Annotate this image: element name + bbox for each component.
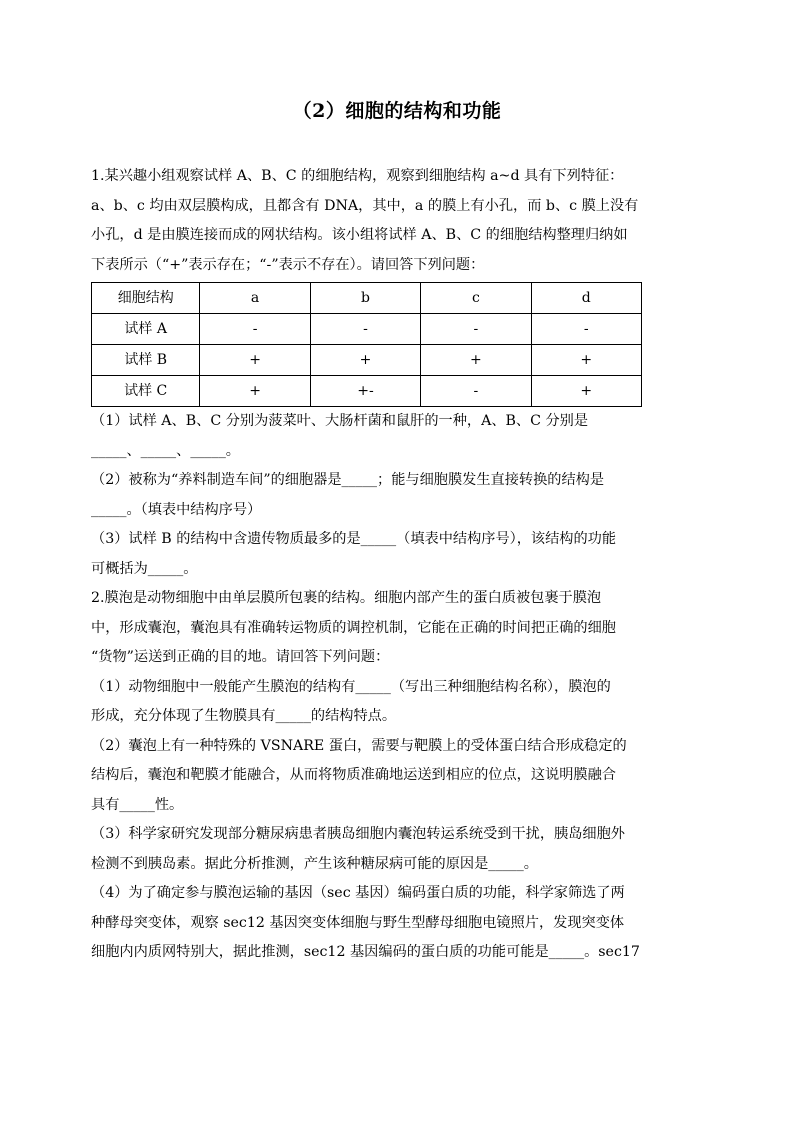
q2-intro-line-1: 2.膜泡是动物细胞中由单层膜所包裹的结构。细胞内部产生的蛋白质被包裹于膜泡 [91, 590, 602, 606]
table-cell: - [421, 376, 531, 407]
q1-intro-line-2: a、b、c 均由双层膜构成，且都含有 DNA，其中，a 的膜上有小孔，而 b、c 膜上没有 [91, 197, 639, 214]
q1-sub2-line-2: _____。（填表中结构序号） [91, 501, 262, 518]
table-cell: + [531, 376, 641, 407]
q2-intro-line-3: “货物”运送到正确的目的地。请回答下列问题： [91, 649, 390, 665]
table-cell: + [200, 376, 310, 407]
q2-sub4-line-3: 细胞内内质网特别大，据此推测，sec12 基因编码的蛋白质的功能可能是_____。sec17 [91, 944, 640, 960]
table-row-label: 试样 A [92, 314, 200, 345]
table-header-cell: b [310, 283, 420, 314]
q1-sub1-line-2: _____、_____、_____。 [91, 442, 240, 459]
table-cell: +- [310, 376, 420, 407]
table-row-label: 试样 B [92, 345, 200, 376]
q1-intro-line-4: 下表所示（“+”表示存在；“-”表示不存在）。请回答下列问题： [91, 256, 485, 273]
q1-intro-line-3: 小孔，d 是由膜连接而成的网状结构。该小组将试样 A、B、C 的细胞结构整理归纳如 [91, 227, 628, 243]
page-title: （2）细胞的结构和功能 [292, 100, 502, 122]
table-row [92, 376, 642, 407]
q2-sub2-line-1: （2）囊泡上有一种特殊的 VSNARE 蛋白，需要与靶膜上的受体蛋白结合形成稳定的 [91, 737, 627, 754]
q1-sub2-line-1: （2）被称为“养料制造车间”的细胞器是_____；能与细胞膜发生直接转换的结构是 [91, 472, 605, 488]
q2-sub4-line-1: （4）为了确定参与膜泡运输的基因（sec 基因）编码蛋白质的功能，科学家筛选了两 [91, 885, 625, 901]
table-cell: + [531, 345, 641, 376]
table-header-cell: a [200, 283, 310, 314]
table-header-cell: d [531, 283, 641, 314]
q2-sub2-line-2: 结构后，囊泡和靶膜才能融合，从而将物质准确地运送到相应的位点，这说明膜融合 [91, 767, 616, 783]
q1-intro-line-1: 1.某兴趣小组观察试样 A、B、C 的细胞结构，观察到细胞结构 a~d 具有下列特征： [91, 168, 624, 184]
table-cell: + [200, 345, 310, 376]
q2-sub3-line-2: 检测不到胰岛素。据此分析推测，产生该种糖尿病可能的原因是_____。 [91, 855, 538, 872]
table-row [92, 314, 642, 345]
table-cell: - [421, 314, 531, 345]
q2-sub2-line-3: 具有_____性。 [91, 796, 184, 813]
table-row [92, 345, 642, 376]
table-row-label: 试样 C [92, 376, 200, 407]
q2-sub3-line-1: （3）科学家研究发现部分糖尿病患者胰岛细胞内囊泡转运系统受到干扰，胰岛细胞外 [91, 826, 625, 842]
table-cell: - [200, 314, 310, 345]
cell-structure-table [91, 282, 642, 407]
document-body [91, 162, 691, 968]
table-header-cell: c [421, 283, 531, 314]
table-cell: + [421, 345, 531, 376]
q1-sub3-line-2: 可概括为_____。 [91, 560, 198, 577]
table-cell: - [310, 314, 420, 345]
q1-sub1-line-1: （1）试样 A、B、C 分别为菠菜叶、大肠杆菌和鼠肝的一种，A、B、C 分别是 [91, 413, 589, 429]
table-cell: + [310, 345, 420, 376]
table-header-row [92, 283, 642, 314]
q2-sub1-line-1: （1）动物细胞中一般能产生膜泡的结构有_____（写出三种细胞结构名称），膜泡的 [91, 678, 611, 695]
table-cell: - [531, 314, 641, 345]
q2-sub1-line-2: 形成，充分体现了生物膜具有_____的结构特点。 [91, 708, 397, 724]
q2-sub4-line-2: 种酵母突变体，观察 sec12 基因突变体细胞与野生型酵母细胞电镜照片，发现突变体 [91, 914, 625, 931]
q2-intro-line-2: 中，形成囊泡，囊泡具有准确转运物质的调控机制，它能在正确的时间把正确的细胞 [91, 619, 616, 636]
table-header-cell: 细胞结构 [92, 283, 200, 314]
q1-sub3-line-1: （3）试样 B 的结构中含遗传物质最多的是_____（填表中结构序号），该结构的功能 [91, 531, 617, 547]
